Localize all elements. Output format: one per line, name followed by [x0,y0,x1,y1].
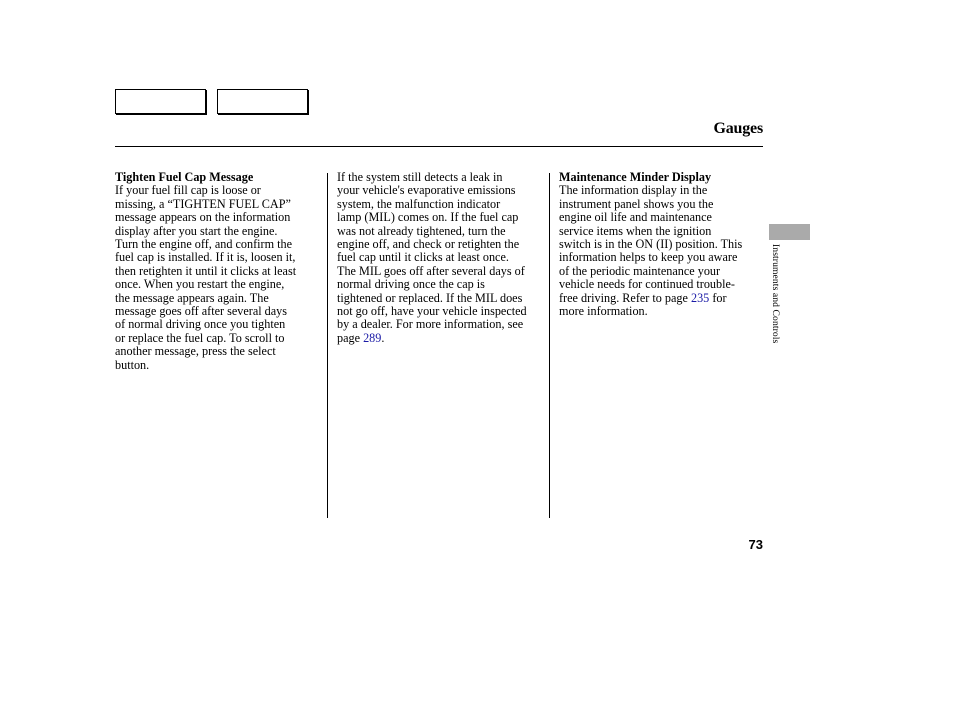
page-link-235[interactable]: 235 [690,290,710,305]
text-line: your vehicle's evaporative emissions [337,183,516,198]
text-line: The MIL goes off after several days of [337,263,525,278]
nav-button-previous[interactable] [115,89,206,114]
text-line: or replace the fuel cap. To scroll to [115,330,285,345]
text-line: display after you start the engine. [115,223,278,238]
text-line: fuel cap is installed. If it is, loosen it, [115,250,296,265]
section-tab-label: Instruments and Controls [770,244,781,344]
text-line: once. When you restart the engine, [115,277,285,292]
text-line: not go off, have your vehicle inspected [337,304,527,319]
text-line: If your fuel fill cap is loose or [115,183,261,198]
page-link-289[interactable]: 289 [363,330,382,345]
text-line: If the system still detects a leak in [337,170,503,184]
paragraph [337,171,545,345]
title-rule [115,146,763,147]
text-line: The information display in the [559,183,708,198]
page-number: 73 [748,537,763,552]
nav-button-next[interactable] [217,89,308,114]
section-heading: Tighten Fuel Cap Message [115,170,254,184]
section-tab[interactable] [769,224,810,240]
text-line: fuel cap until it clicks at least once. [337,250,509,265]
section-heading: Maintenance Minder Display [559,170,712,184]
text-fragment: page [337,330,364,345]
text-line: vehicle needs for continued trouble- [559,277,735,292]
text-line: lamp (MIL) comes on. If the fuel cap [337,210,519,225]
text-line [559,292,765,305]
column-divider [549,173,550,518]
text-line [337,332,545,345]
column-tighten-fuel-cap [115,171,321,372]
text-fragment: for [709,290,727,305]
text-line: message goes off after several days [115,304,288,319]
paragraph [115,184,321,372]
column-evap-leak [337,171,545,345]
text-line: then retighten it until it clicks at least [115,263,297,278]
column-maintenance-minder [559,171,765,318]
text-line: normal driving once the cap is [337,277,485,292]
text-line: by a dealer. For more information, see [337,317,524,332]
text-line: engine off, and check or retighten the [337,237,520,252]
text-fragment: free driving. Refer to page [559,290,691,305]
text-line: more information. [559,304,648,319]
text-line: switch is in the ON (II) position. This [559,237,743,252]
text-line: was not already tightened, turn the [337,223,506,238]
text-line: instrument panel shows you the [559,196,714,211]
text-line: button. [115,357,150,372]
page-title: Gauges [713,120,763,137]
text-line: system, the malfunction indicator [337,196,501,211]
text-line: information helps to keep you aware [559,250,738,265]
text-line: the message appears again. The [115,290,269,305]
text-line: message appears on the information [115,210,291,225]
text-line: missing, a “TIGHTEN FUEL CAP” [115,196,291,211]
text-line: Turn the engine off, and confirm the [115,237,293,252]
text-line: of the periodic maintenance your [559,263,721,278]
column-divider [327,173,328,518]
text-line: of normal driving once you tighten [115,317,286,332]
paragraph [559,184,765,318]
text-line: another message, press the select [115,344,276,359]
text-line: engine oil life and maintenance [559,210,712,225]
text-fragment: . [381,330,385,345]
text-line: service items when the ignition [559,223,712,238]
text-line: tightened or replaced. If the MIL does [337,290,523,305]
